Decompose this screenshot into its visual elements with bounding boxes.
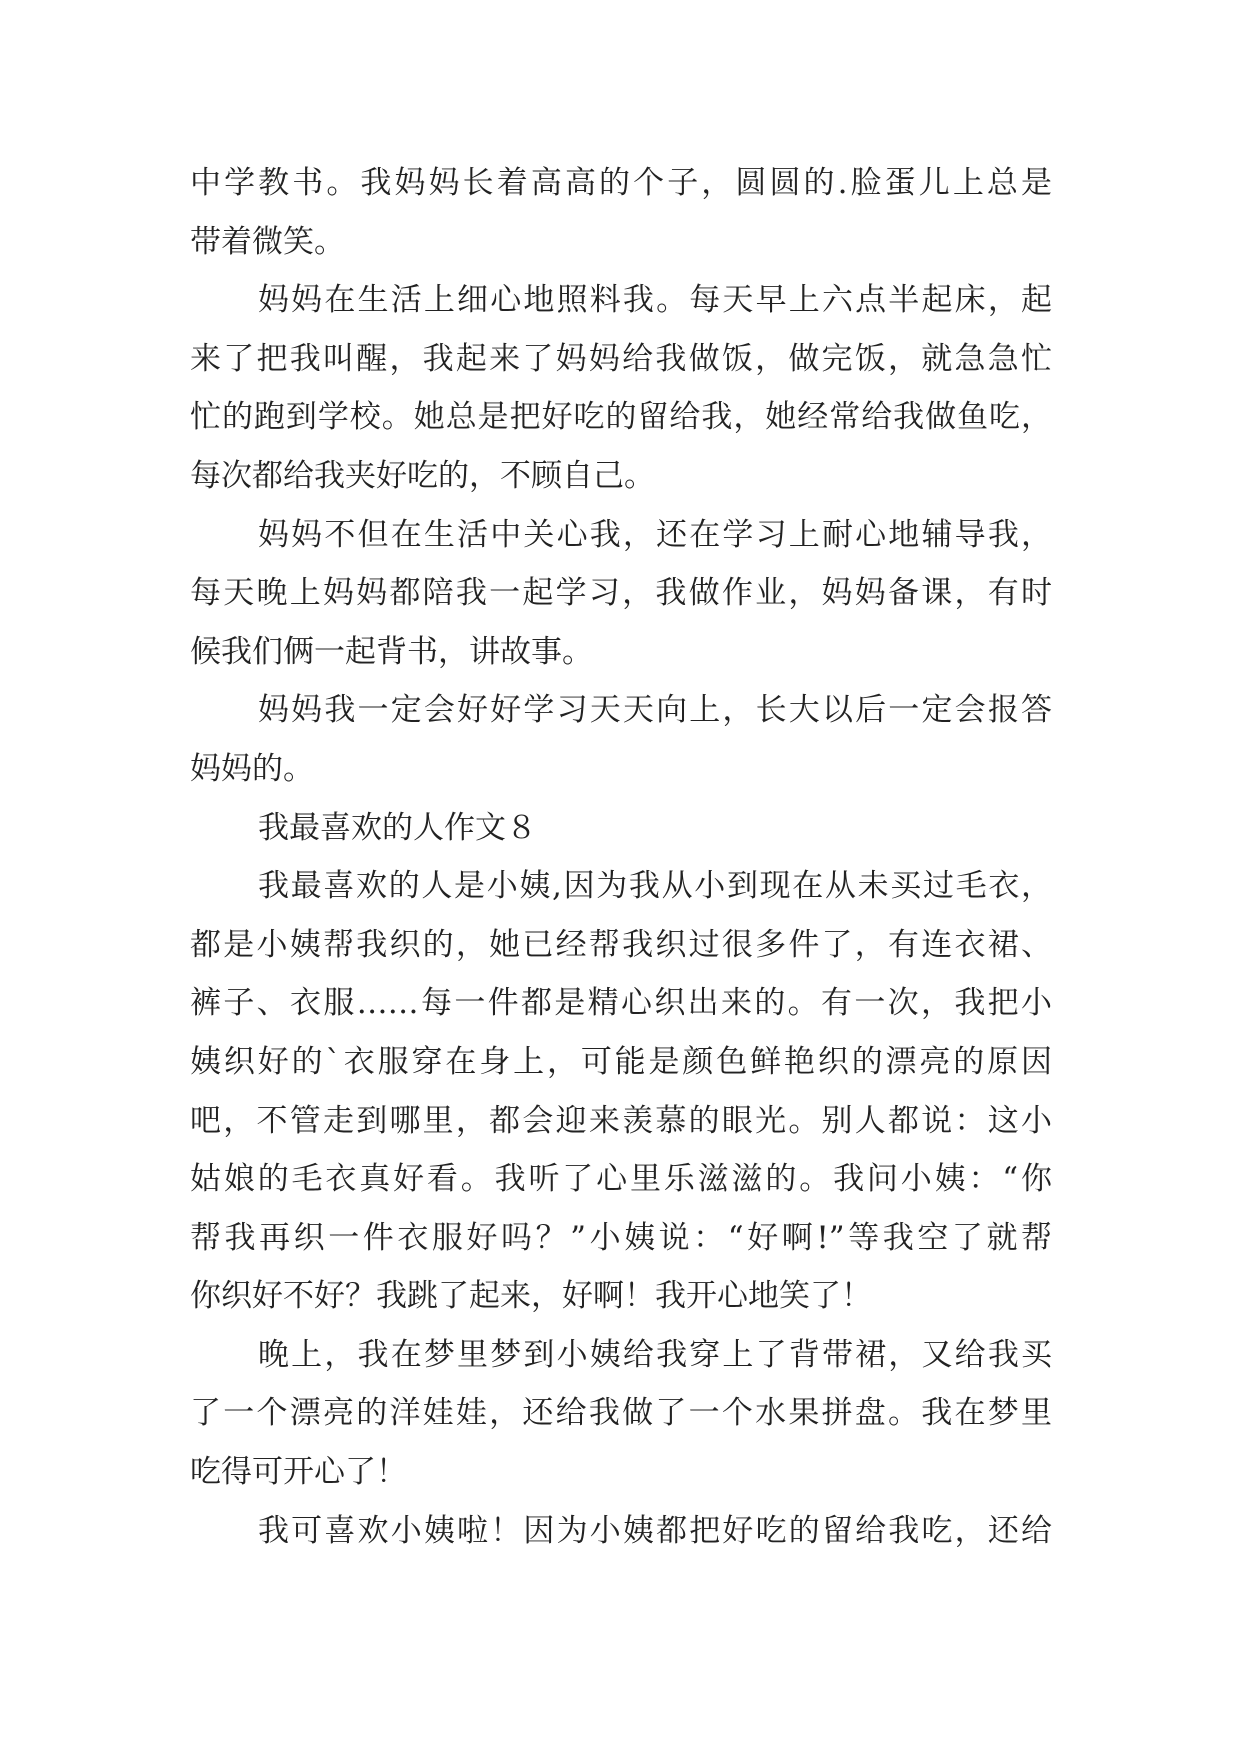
text-line: 妈妈的。	[190, 750, 314, 787]
text-line: 每次都给我夹好吃的，不顾自己。	[190, 457, 655, 494]
text-line: 中学教书。我妈妈长着高高的个子，圆圆的.脸蛋儿上总是	[190, 165, 1052, 201]
text-line: 忙的跑到学校。她总是把好吃的留给我，她经常给我做鱼吃，	[190, 399, 1052, 436]
text-line: 了一个漂亮的洋娃娃，还给我做了一个水果拼盘。我在梦里	[190, 1395, 1052, 1432]
text-line: 你织好不好？我跳了起来，好啊！我开心地笑了！	[190, 1278, 872, 1315]
document-body	[190, 154, 1052, 1560]
paragraph-first-line: 我可喜欢小姨啦！因为小姨都把好吃的留给我吃，还给	[258, 1512, 1052, 1549]
text-line: 带着微笑。	[190, 223, 345, 260]
paragraph-first-line: 妈妈在生活上细心地照料我。每天早上六点半起床，起	[258, 282, 1052, 319]
paragraph-first-line: 妈妈我一定会好好学习天天向上，长大以后一定会报答	[258, 692, 1052, 729]
paragraph-first-line: 我最喜欢的人是小姨,因为我从小到现在从未买过毛衣，	[258, 868, 1052, 905]
text-line: 候我们俩一起背书，讲故事。	[190, 633, 593, 670]
text-line: 来了把我叫醒，我起来了妈妈给我做饭，做完饭，就急急忙	[190, 340, 1052, 377]
paragraph-first-line: 晚上，我在梦里梦到小姨给我穿上了背带裙，又给我买	[258, 1336, 1052, 1373]
text-line: 姑娘的毛衣真好看。我听了心里乐滋滋的。我问小姨：“你	[190, 1161, 1052, 1198]
text-line: 吧，不管走到哪里，都会迎来羡慕的眼光。别人都说：这小	[190, 1102, 1052, 1139]
text-line: 每天晚上妈妈都陪我一起学习，我做作业，妈妈备课，有时	[190, 575, 1052, 612]
text-line: 帮我再织一件衣服好吗？”小姨说：“好啊!”等我空了就帮	[190, 1219, 1052, 1256]
text-line: 裤子、衣服……每一件都是精心织出来的。有一次，我把小	[190, 985, 1052, 1022]
section-heading: 我最喜欢的人作文８	[258, 809, 537, 846]
text-line: 都是小姨帮我织的，她已经帮我织过很多件了，有连衣裙、	[190, 926, 1052, 963]
paragraph-first-line: 妈妈不但在生活中关心我，还在学习上耐心地辅导我，	[258, 516, 1052, 553]
text-line: 吃得可开心了！	[190, 1454, 407, 1491]
text-line: 姨织好的`衣服穿在身上，可能是颜色鲜艳织的漂亮的原因	[190, 1043, 1052, 1080]
